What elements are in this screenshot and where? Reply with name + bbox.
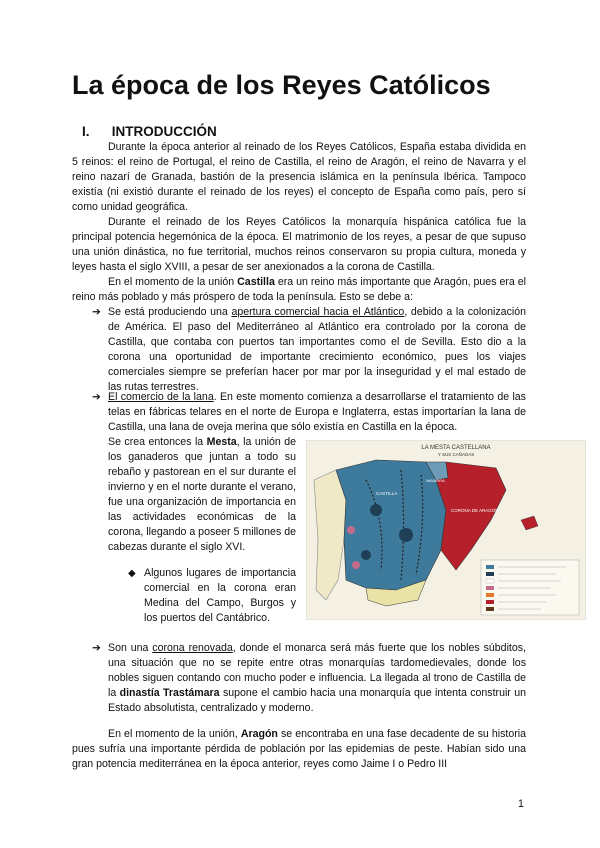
map-legend [481,560,579,615]
b3-bold-trastamara: dinastía Trastámara [119,687,220,699]
map-title: LA MESTA CASTELLANA [421,445,491,451]
b1-text-a: Se está produciendo una [108,306,232,318]
arrow-bullet-icon: ➔ [92,306,101,318]
b2-underlined: El comercio de la lana [108,391,214,403]
mesta-text-c: , la unión de los ganaderos que juntan a todo su rebaño y pastorean en el sur durante el invierno y en el norte durante el verano, fue una organización de importancia en las actividades económicas de la corona, llegando a poseer 5 millones de cabezas durante el siglo XVI. [108,436,296,553]
map-label-aragon: CORONA DE ARAGÓN [451,508,499,513]
arrow-bullet-icon: ➔ [92,391,101,403]
paragraph-3 [72,275,526,305]
b3-underlined: corona renovada [152,642,233,654]
p3-bold-castilla: Castilla [237,276,275,288]
p4-text-a: En el momento de la unión, [108,728,241,740]
paragraph-1: Durante la época anterior al reinado de los Reyes Católicos, España estaba dividida en 5 reinos: el reino de Portugal, el reino de Castilla, el reino de Aragón, el reino de Navarra y el reino nazarí de Granada, bastión de la presencia islámica en la península Ibérica. Tampoco existía (ni existió durante el reinado de los reyes) el concepto de España como país, pero sí como unidad geográfica. [72,141,526,213]
bullet-3 [108,641,526,716]
section-heading [82,124,217,139]
b1-underlined: apertura comercial hacia el Atlántico [231,306,405,318]
arrow-bullet-icon: ➔ [92,642,101,654]
mesta-bold: Mesta [206,436,237,448]
section-title: INTRODUCCIÓN [111,124,217,139]
paragraph-2: Durante el reinado de los Reyes Católicos la monarquía hispánica católica fue la principal potencia hegemónica de la época. El matrimonio de los reyes, a pesar de que supuso una unión dinástica, no fue territorial, muchos reinos conservaron su propia cultura, moneda y leyes hasta el siglo XVIII, a pesar de ser anexionados a la corona de Castilla. [72,216,526,273]
p3-text-c: era un reino más importante que Aragón, pues era el reino más poblado y más próspero de toda la península. Esto se debe a: [72,276,526,303]
b3-text-a: Son una [108,642,153,654]
mesta-paragraph [108,435,296,555]
diamond-bullet-icon: ◆ [128,568,136,579]
b3-text-d: supone el cambio hacia una monarquía que intenta construir un Estado absolutista, centralizado y moderno. [108,687,526,714]
page-number: 1 [518,798,524,810]
paragraph-4 [72,727,526,772]
map-subtitle: Y SUS CAÑADAS [437,452,475,457]
bullet-1 [108,305,526,395]
page-title: La época de los Reyes Católicos [72,70,491,100]
map-label-castilla: CASTILLA [376,491,398,496]
mesta-text-a: Se crea entonces la [108,436,207,448]
b1-text-b: , debido a la colonización de América. El paso del Mediterráneo al Atlántico era controlado por la corona de Castilla, que contaba con puertos tan importantes como el de Sevilla. Esto dio a la corona una oportunidad de importante crecimiento económico, pues los viajes comerciales siempre se preferían hacer por mar por la inseguridad y el mal estado de las rutas terrestres. [108,306,527,393]
p4-bold-aragon: Aragón [240,728,278,740]
sub-bullet-1: Algunos lugares de importancia comercial en la corona eran Medina del Campo, Burgos y los puertos del Cantábrico. [144,567,296,624]
bullet-2 [108,390,526,435]
map-label-navarra: NAVARRA [426,478,445,483]
b2-text-a: . En este momento comienza a desarrollarse el tratamiento de las telas en fábricas telares en el norte de Europa e Inglaterra, estas importarían la lana de Castilla, una lana de oveja merina que sólo existía en Castilla en la época. [108,391,526,433]
b3-text-b: , donde el monarca será más fuerte que los nobles súbditos, una situación que no se repite entre otras monarquías tardomedievales, donde los nobles siguen contando con mucho poder e influencia. La llegada al trono de Castilla de la [108,642,526,699]
section-number: I. [82,124,90,139]
p3-text-a: En el momento de la unión [108,276,238,288]
p4-text-c: se encontraba en una fase decadente de su historia pues sufría una importante pérdida de población por las epidemias de peste. Habían sido una gran potencia mediterránea en la época anterior, reyes como Jaime I o Pedro III [72,728,526,770]
mesta-map-image [306,440,586,620]
